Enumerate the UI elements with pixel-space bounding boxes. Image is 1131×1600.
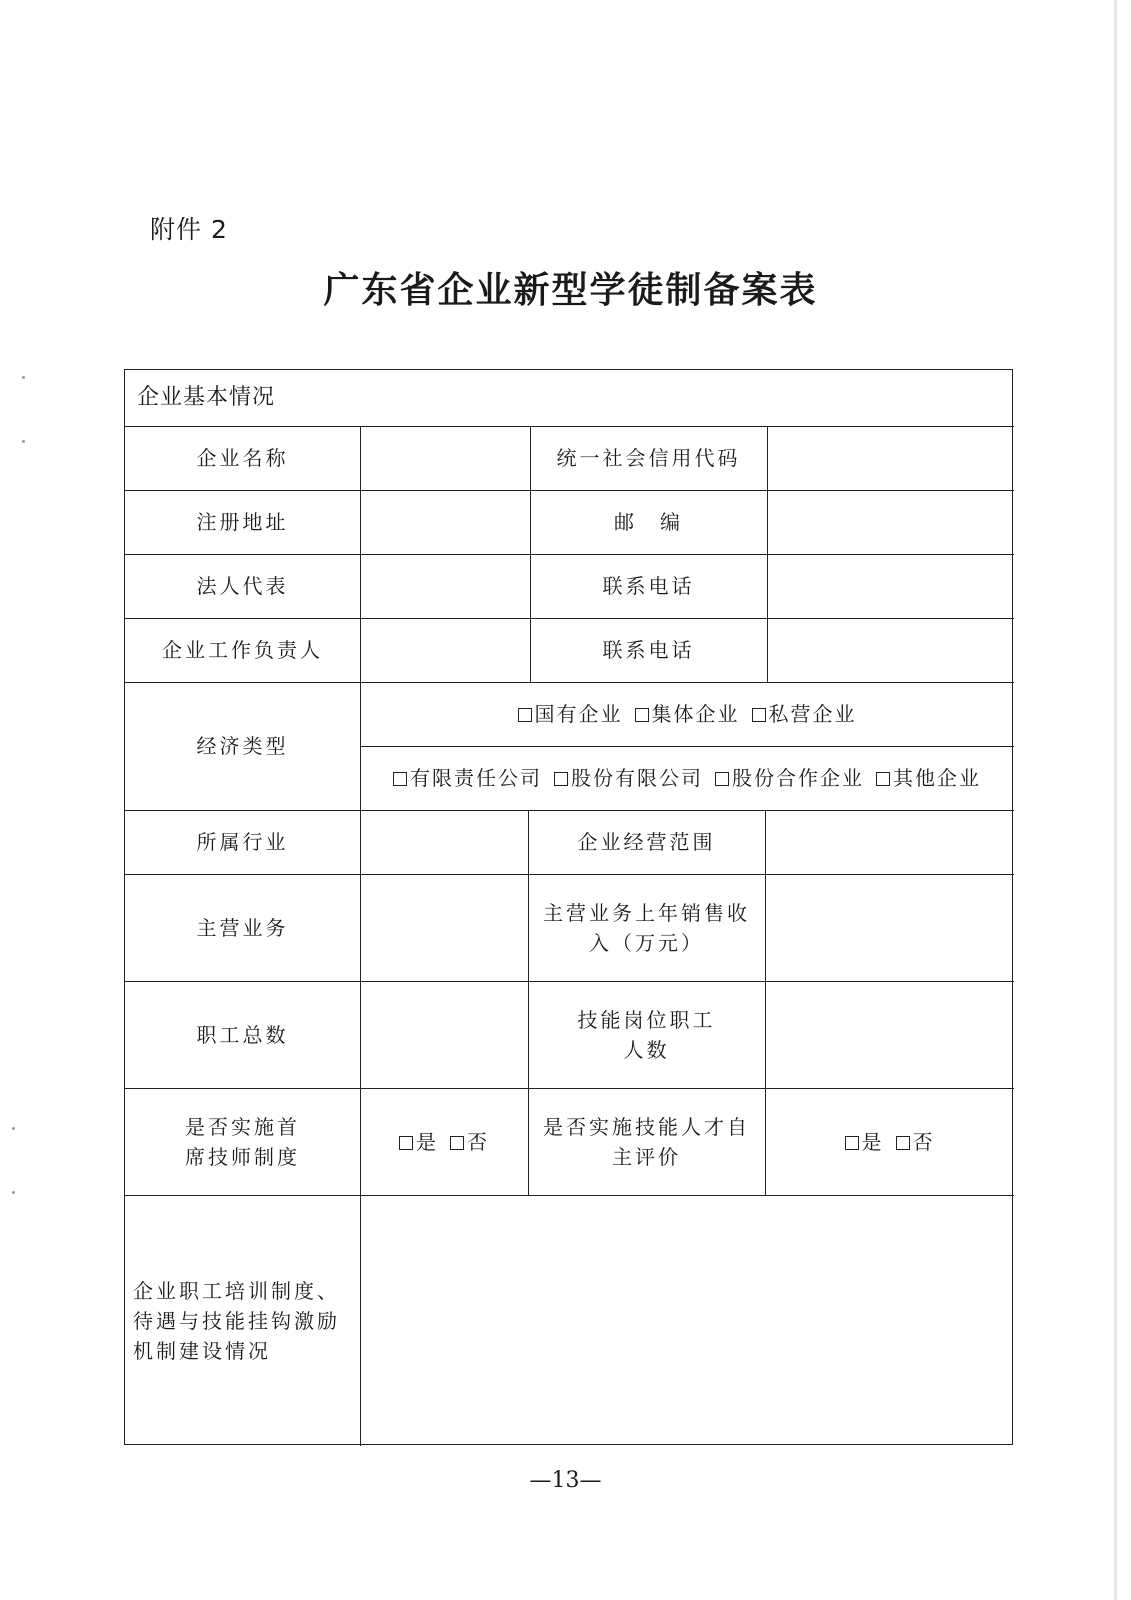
checkbox-limited-liability[interactable]: 有限责任公司 <box>393 763 542 793</box>
label-revenue: 主营业务上年销售收入（万元） <box>543 900 750 955</box>
checkbox-joint-stock[interactable]: 股份有限公司 <box>554 763 703 793</box>
field-legal-rep[interactable] <box>360 554 530 618</box>
label-staff-total: 职工总数 <box>196 1022 289 1047</box>
page-number: —13— <box>529 1468 602 1493</box>
scan-speck <box>12 1191 15 1194</box>
label-industry: 所属行业 <box>196 830 289 854</box>
label-training: 企业职工培训制度、待遇与技能挂钩激励机制建设情况 <box>133 1278 340 1363</box>
checkbox-collective[interactable]: 集体企业 <box>635 699 740 729</box>
field-biz-scope[interactable] <box>765 810 1014 874</box>
label-company-name: 企业名称 <box>196 446 289 470</box>
label-self-eval: 是否实施技能人才自主评价 <box>543 1114 750 1169</box>
scan-speck <box>12 1127 15 1130</box>
field-phone-lead[interactable] <box>767 618 1014 682</box>
label-econ-type: 经济类型 <box>196 734 289 758</box>
label-main-biz: 主营业务 <box>196 915 289 940</box>
checkbox-other[interactable]: 其他企业 <box>876 763 981 793</box>
label-reg-address: 注册地址 <box>196 510 289 534</box>
scan-speck <box>22 376 25 379</box>
field-main-biz[interactable] <box>360 874 528 981</box>
scan-edge-shadow <box>1114 0 1117 1600</box>
econ-options-row-2 <box>360 746 1014 810</box>
field-company-name[interactable] <box>360 426 530 490</box>
label-biz-scope: 企业经营范围 <box>577 830 716 854</box>
field-work-lead[interactable] <box>360 618 530 682</box>
scan-speck <box>22 440 25 443</box>
field-staff-total[interactable] <box>360 981 528 1088</box>
checkbox-chief-tech-no[interactable]: 否 <box>450 1127 489 1157</box>
field-training[interactable] <box>360 1195 1014 1446</box>
field-postcode[interactable] <box>767 490 1014 554</box>
field-credit-code[interactable] <box>767 426 1014 490</box>
attachment-label: 附件 2 <box>150 215 228 244</box>
checkbox-private[interactable]: 私营企业 <box>752 699 857 729</box>
label-phone-legal: 联系电话 <box>602 574 695 598</box>
checkbox-stock-cooperative[interactable]: 股份合作企业 <box>715 763 864 793</box>
checkbox-self-eval-yes[interactable]: 是 <box>845 1127 884 1157</box>
field-industry[interactable] <box>360 810 528 874</box>
checkbox-chief-tech-yes[interactable]: 是 <box>399 1127 438 1157</box>
label-legal-rep: 法人代表 <box>196 574 289 598</box>
label-skilled-staff: 技能岗位职工人数 <box>577 1007 716 1062</box>
field-reg-address[interactable] <box>360 490 530 554</box>
document-title: 广东省企业新型学徒制备案表 <box>323 269 818 311</box>
yes-no-self-eval <box>765 1088 1014 1195</box>
label-chief-tech: 是否实施首席技师制度 <box>185 1114 300 1169</box>
econ-options-row-1 <box>360 682 1014 746</box>
section-title: 企业基本情况 <box>137 385 276 410</box>
checkbox-self-eval-no[interactable]: 否 <box>896 1127 935 1157</box>
field-phone-legal[interactable] <box>767 554 1014 618</box>
checkbox-state-owned[interactable]: 国有企业 <box>518 699 623 729</box>
filing-form-table <box>124 369 1013 1445</box>
yes-no-chief-tech <box>360 1088 528 1195</box>
label-phone-lead: 联系电话 <box>602 638 695 662</box>
field-revenue[interactable] <box>765 874 1014 981</box>
label-postcode: 邮 编 <box>614 510 683 534</box>
label-credit-code: 统一社会信用代码 <box>556 446 741 470</box>
field-skilled-staff[interactable] <box>765 981 1014 1088</box>
label-work-lead: 企业工作负责人 <box>162 638 323 662</box>
